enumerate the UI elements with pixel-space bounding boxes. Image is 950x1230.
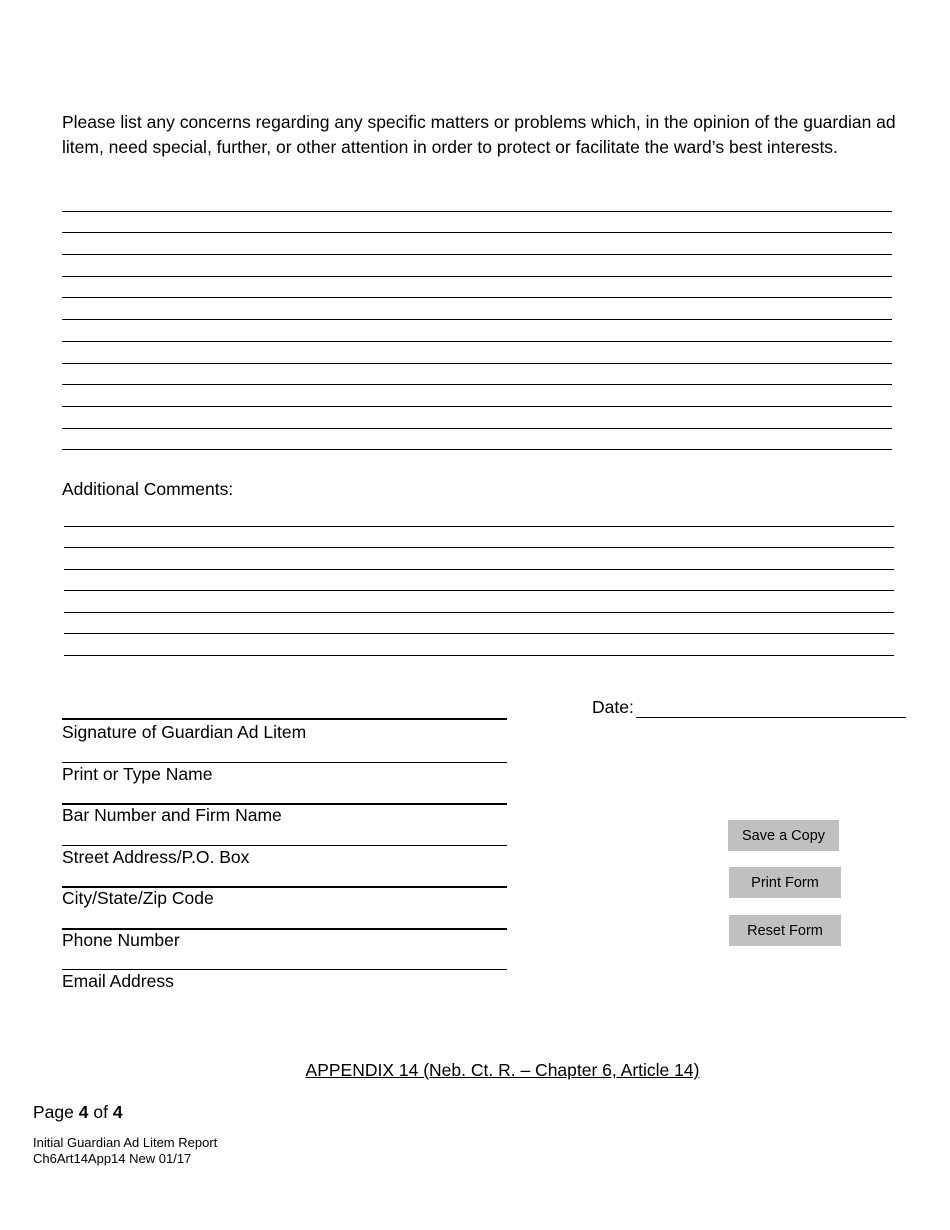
page-total: 4 — [112, 1102, 123, 1122]
answer-line[interactable] — [64, 591, 894, 613]
answer-line[interactable] — [62, 233, 892, 255]
answer-line[interactable] — [62, 364, 892, 386]
additional-comments-lines[interactable] — [64, 505, 894, 656]
answer-line[interactable] — [64, 570, 894, 592]
answer-line[interactable] — [64, 548, 894, 570]
date-label: Date: — [592, 697, 634, 717]
answer-line[interactable] — [62, 298, 892, 320]
answer-line[interactable] — [62, 255, 892, 277]
answer-line[interactable] — [62, 277, 892, 299]
phone-number-label: Phone Number — [62, 930, 180, 950]
answer-line[interactable] — [62, 407, 892, 429]
form-title: Initial Guardian Ad Litem Report — [33, 1135, 218, 1150]
page-of: of — [93, 1102, 108, 1122]
additional-comments-label: Additional Comments: — [62, 479, 234, 499]
concerns-prompt: Please list any concerns regarding any specific matters or problems which, in the opinion of the guardian ad litem, need special, further, or other attention in order to protect or facilitate the ward’s best interests. — [62, 112, 896, 157]
print-form-button[interactable]: Print Form — [729, 867, 841, 898]
signature-line[interactable] — [62, 718, 507, 720]
form-footer — [33, 1135, 217, 1167]
page-prefix: Page — [33, 1102, 74, 1122]
page-current: 4 — [78, 1102, 89, 1122]
date-field — [592, 697, 906, 718]
date-input-line[interactable] — [636, 697, 906, 718]
answer-line[interactable] — [62, 385, 892, 407]
signature-label: Signature of Guardian Ad Litem — [62, 722, 307, 742]
form-code: Ch6Art14App14 New 01/17 — [33, 1151, 192, 1166]
answer-line[interactable] — [64, 527, 894, 549]
answer-line[interactable] — [62, 190, 892, 212]
appendix-title-text: APPENDIX 14 (Neb. Ct. R. – Chapter 6, Article 14) — [305, 1060, 700, 1080]
answer-line[interactable] — [64, 613, 894, 635]
city-state-zip-label: City/State/Zip Code — [62, 888, 214, 908]
appendix-title — [0, 1060, 950, 1081]
answer-line[interactable] — [62, 429, 892, 451]
answer-line[interactable] — [64, 505, 894, 527]
save-copy-button[interactable]: Save a Copy — [728, 820, 839, 851]
reset-form-button[interactable]: Reset Form — [729, 915, 841, 946]
answer-line[interactable] — [62, 320, 892, 342]
answer-line[interactable] — [64, 634, 894, 656]
answer-line[interactable] — [62, 342, 892, 364]
page-number — [33, 1102, 123, 1123]
answer-line[interactable] — [62, 212, 892, 234]
print-name-label: Print or Type Name — [62, 764, 213, 784]
bar-number-label: Bar Number and Firm Name — [62, 805, 282, 825]
concerns-answer-lines[interactable] — [62, 190, 892, 450]
street-address-label: Street Address/P.O. Box — [62, 847, 250, 867]
email-address-label: Email Address — [62, 971, 174, 991]
